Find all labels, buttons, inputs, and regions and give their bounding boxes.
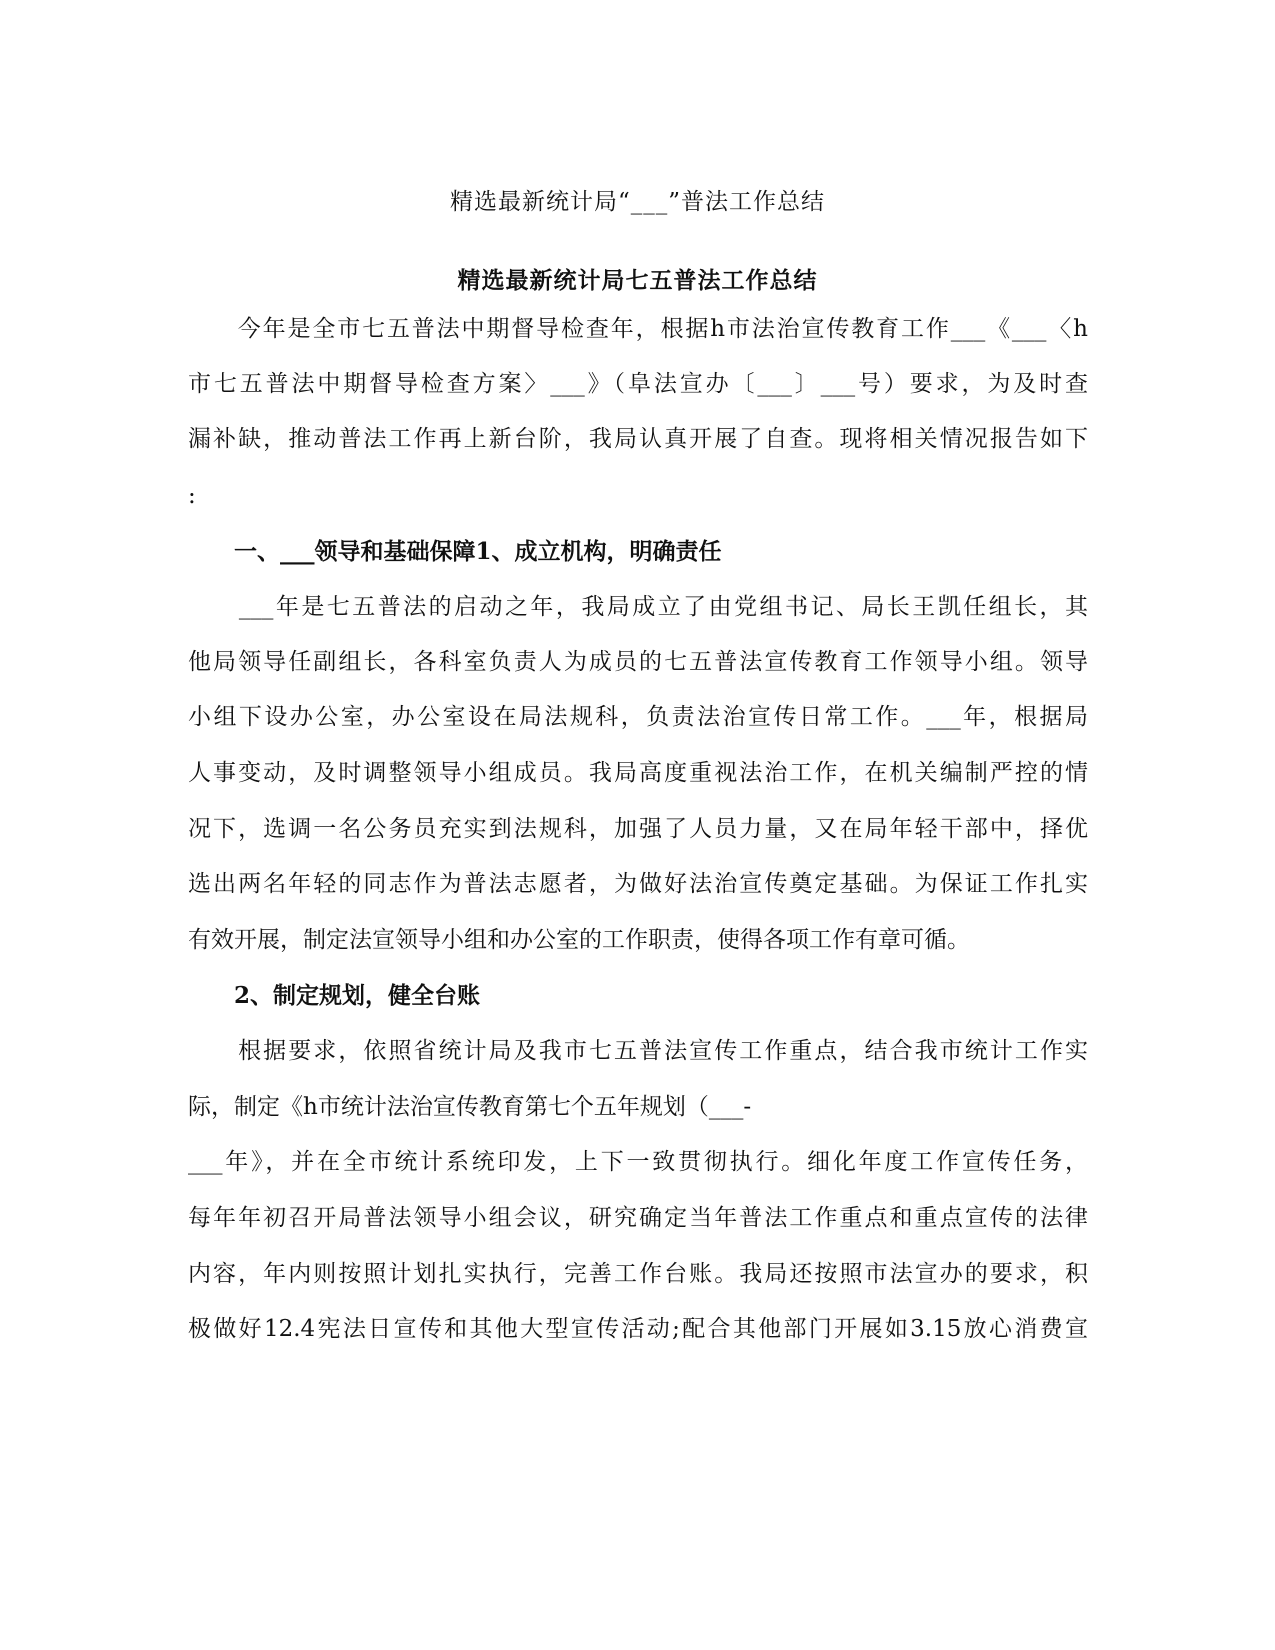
paragraph-line: 有效开展，制定法宣领导小组和办公室的工作职责，使得各项工作有章可循。 (188, 927, 970, 953)
section-heading: 2、制定规划，健全台账 (188, 982, 481, 1009)
document-subtitle: 精选最新统计局七五普法工作总结 (457, 267, 818, 294)
paragraph-line: 况下，选调一名公务员充实到法规科，加强了人员力量，又在局年轻干部中，择优 (188, 816, 1088, 842)
paragraph-line: 他局领导任副组长，各科室负责人为成员的七五普法宣传教育工作领导小组。领导 (188, 649, 1088, 675)
paragraph-line: 漏补缺，推动普法工作再上新台阶，我局认真开展了自查。现将相关情况报告如下 (188, 426, 1088, 452)
paragraph-line: 根据要求，依照省统计局及我市七五普法宣传工作重点，结合我市统计工作实 (188, 1038, 1088, 1064)
paragraph-line: 极做好12.4宪法日宣传和其他大型宣传活动;配合其他部门开展如3.15放心消费宣 (188, 1316, 1088, 1342)
section-heading: 一、___领导和基础保障1、成立机构，明确责任 (188, 538, 722, 565)
paragraph-line: 选出两名年轻的同志作为普法志愿者，为做好法治宣传奠定基础。为保证工作扎实 (188, 871, 1088, 897)
paragraph-line: : (188, 483, 196, 509)
paragraph-line: 今年是全市七五普法中期督导检查年，根据h市法治宣传教育工作___《___〈h (188, 316, 1088, 342)
paragraph-line: 内容，年内则按照计划扎实执行，完善工作台账。我局还按照市法宣办的要求，积 (188, 1261, 1088, 1287)
paragraph-line: 每年年初召开局普法领导小组会议，研究确定当年普法工作重点和重点宣传的法律 (188, 1205, 1088, 1231)
paragraph-line: 际，制定《h市统计法治宣传教育第七个五年规划（___- (188, 1094, 752, 1120)
document-title: 精选最新统计局“___”普法工作总结 (449, 189, 826, 215)
paragraph-line: 小组下设办公室，办公室设在局法规科，负责法治宣传日常工作。___年，根据局 (188, 704, 1088, 730)
paragraph-line: 市七五普法中期督导检查方案〉___》（阜法宣办〔___〕___号）要求，为及时查 (188, 371, 1088, 397)
paragraph-line: ___年是七五普法的启动之年，我局成立了由党组书记、局长王凯任组长，其 (188, 594, 1088, 620)
paragraph-line: ___年》，并在全市统计系统印发，上下一致贯彻执行。细化年度工作宣传任务， (188, 1149, 1088, 1175)
paragraph-line: 人事变动，及时调整领导小组成员。我局高度重视法治工作，在机关编制严控的情 (188, 760, 1088, 786)
